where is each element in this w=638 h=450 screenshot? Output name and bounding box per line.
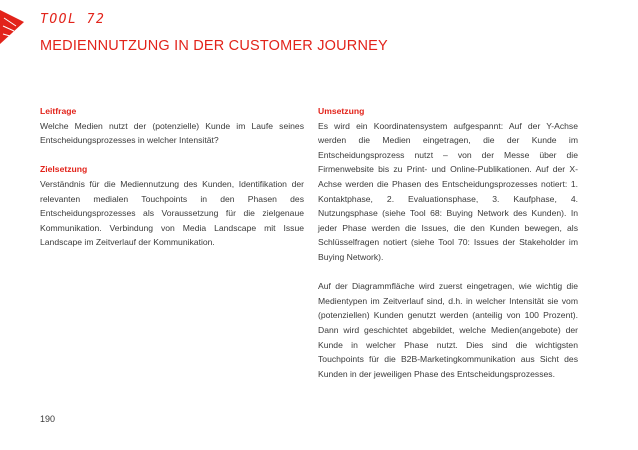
- umsetzung-paragraph-1: Es wird ein Koordinatensystem aufgespannt: Auf der Y-Achse werden die Medien eingetragen, die der Kunde im Entscheidungsprozess nutzt – von der Messe über die Firmenwebsite bis zu Print- und Online-Publikationen. Auf der X-Achse werden die Phasen des Entscheidungsprozesses notiert: 1. Kontaktphase, 2. Evaluationsphase, 3. Kaufphase, 4. Nutzungsphase (siehe Tool 68: Buying Network des Kunden). In jeder Phase werden die Issues, die den Kunden bewegen, als Schlüsselfragen notiert (siehe Tool 70: Issues der Stakeholder im Buying Network).: [318, 120, 578, 262]
- umsetzung-heading: Umsetzung: [318, 106, 365, 116]
- zielsetzung-heading: Zielsetzung: [40, 164, 88, 175]
- left-column: [40, 104, 304, 250]
- red-corner-icon: [0, 6, 26, 46]
- page-number: 190: [40, 414, 56, 424]
- leitfrage-heading: Leitfrage: [40, 106, 77, 116]
- leitfrage-text: Welche Medien nutzt der (potenzielle) Kunde im Laufe seines Entscheidungsprozesses in welcher Intensität?: [40, 120, 304, 146]
- zielsetzung-text: Verständnis für die Mediennutzung des Kunden, Identifikation der relevanten medialen Touchpoints in den Phasen des Entscheidungsprozesses als Voraussetzung für die zielgenaue Kommunikation. Verbindung von Media Landscape mit Issue Landscape im Zeitverlauf der Kommunikation.: [40, 178, 304, 248]
- right-column: [318, 104, 578, 381]
- umsetzung-paragraph-2: Auf der Diagrammfläche wird zuerst eingetragen, wie wichtig die Medientypen im Zeitverlauf sind, d.h. in welcher Intensität sie vom (potenziellen) Kunden genutzt werden (anteilig von 100 Prozent). Dann wird geschichtet abgebildet, welche Medien(angebote) der Kunde in welcher Phase nutzt. Dies sind die wichtigsten Touchpoints für die B2B-Marketingkommunikation aus Sicht des Kunden in der jeweiligen Phase des Entscheidungsprozesses.: [318, 281, 578, 379]
- page-title: MEDIENNUTZUNG IN DER CUSTOMER JOURNEY: [40, 38, 388, 54]
- tool-label: TOOL 72: [40, 12, 106, 27]
